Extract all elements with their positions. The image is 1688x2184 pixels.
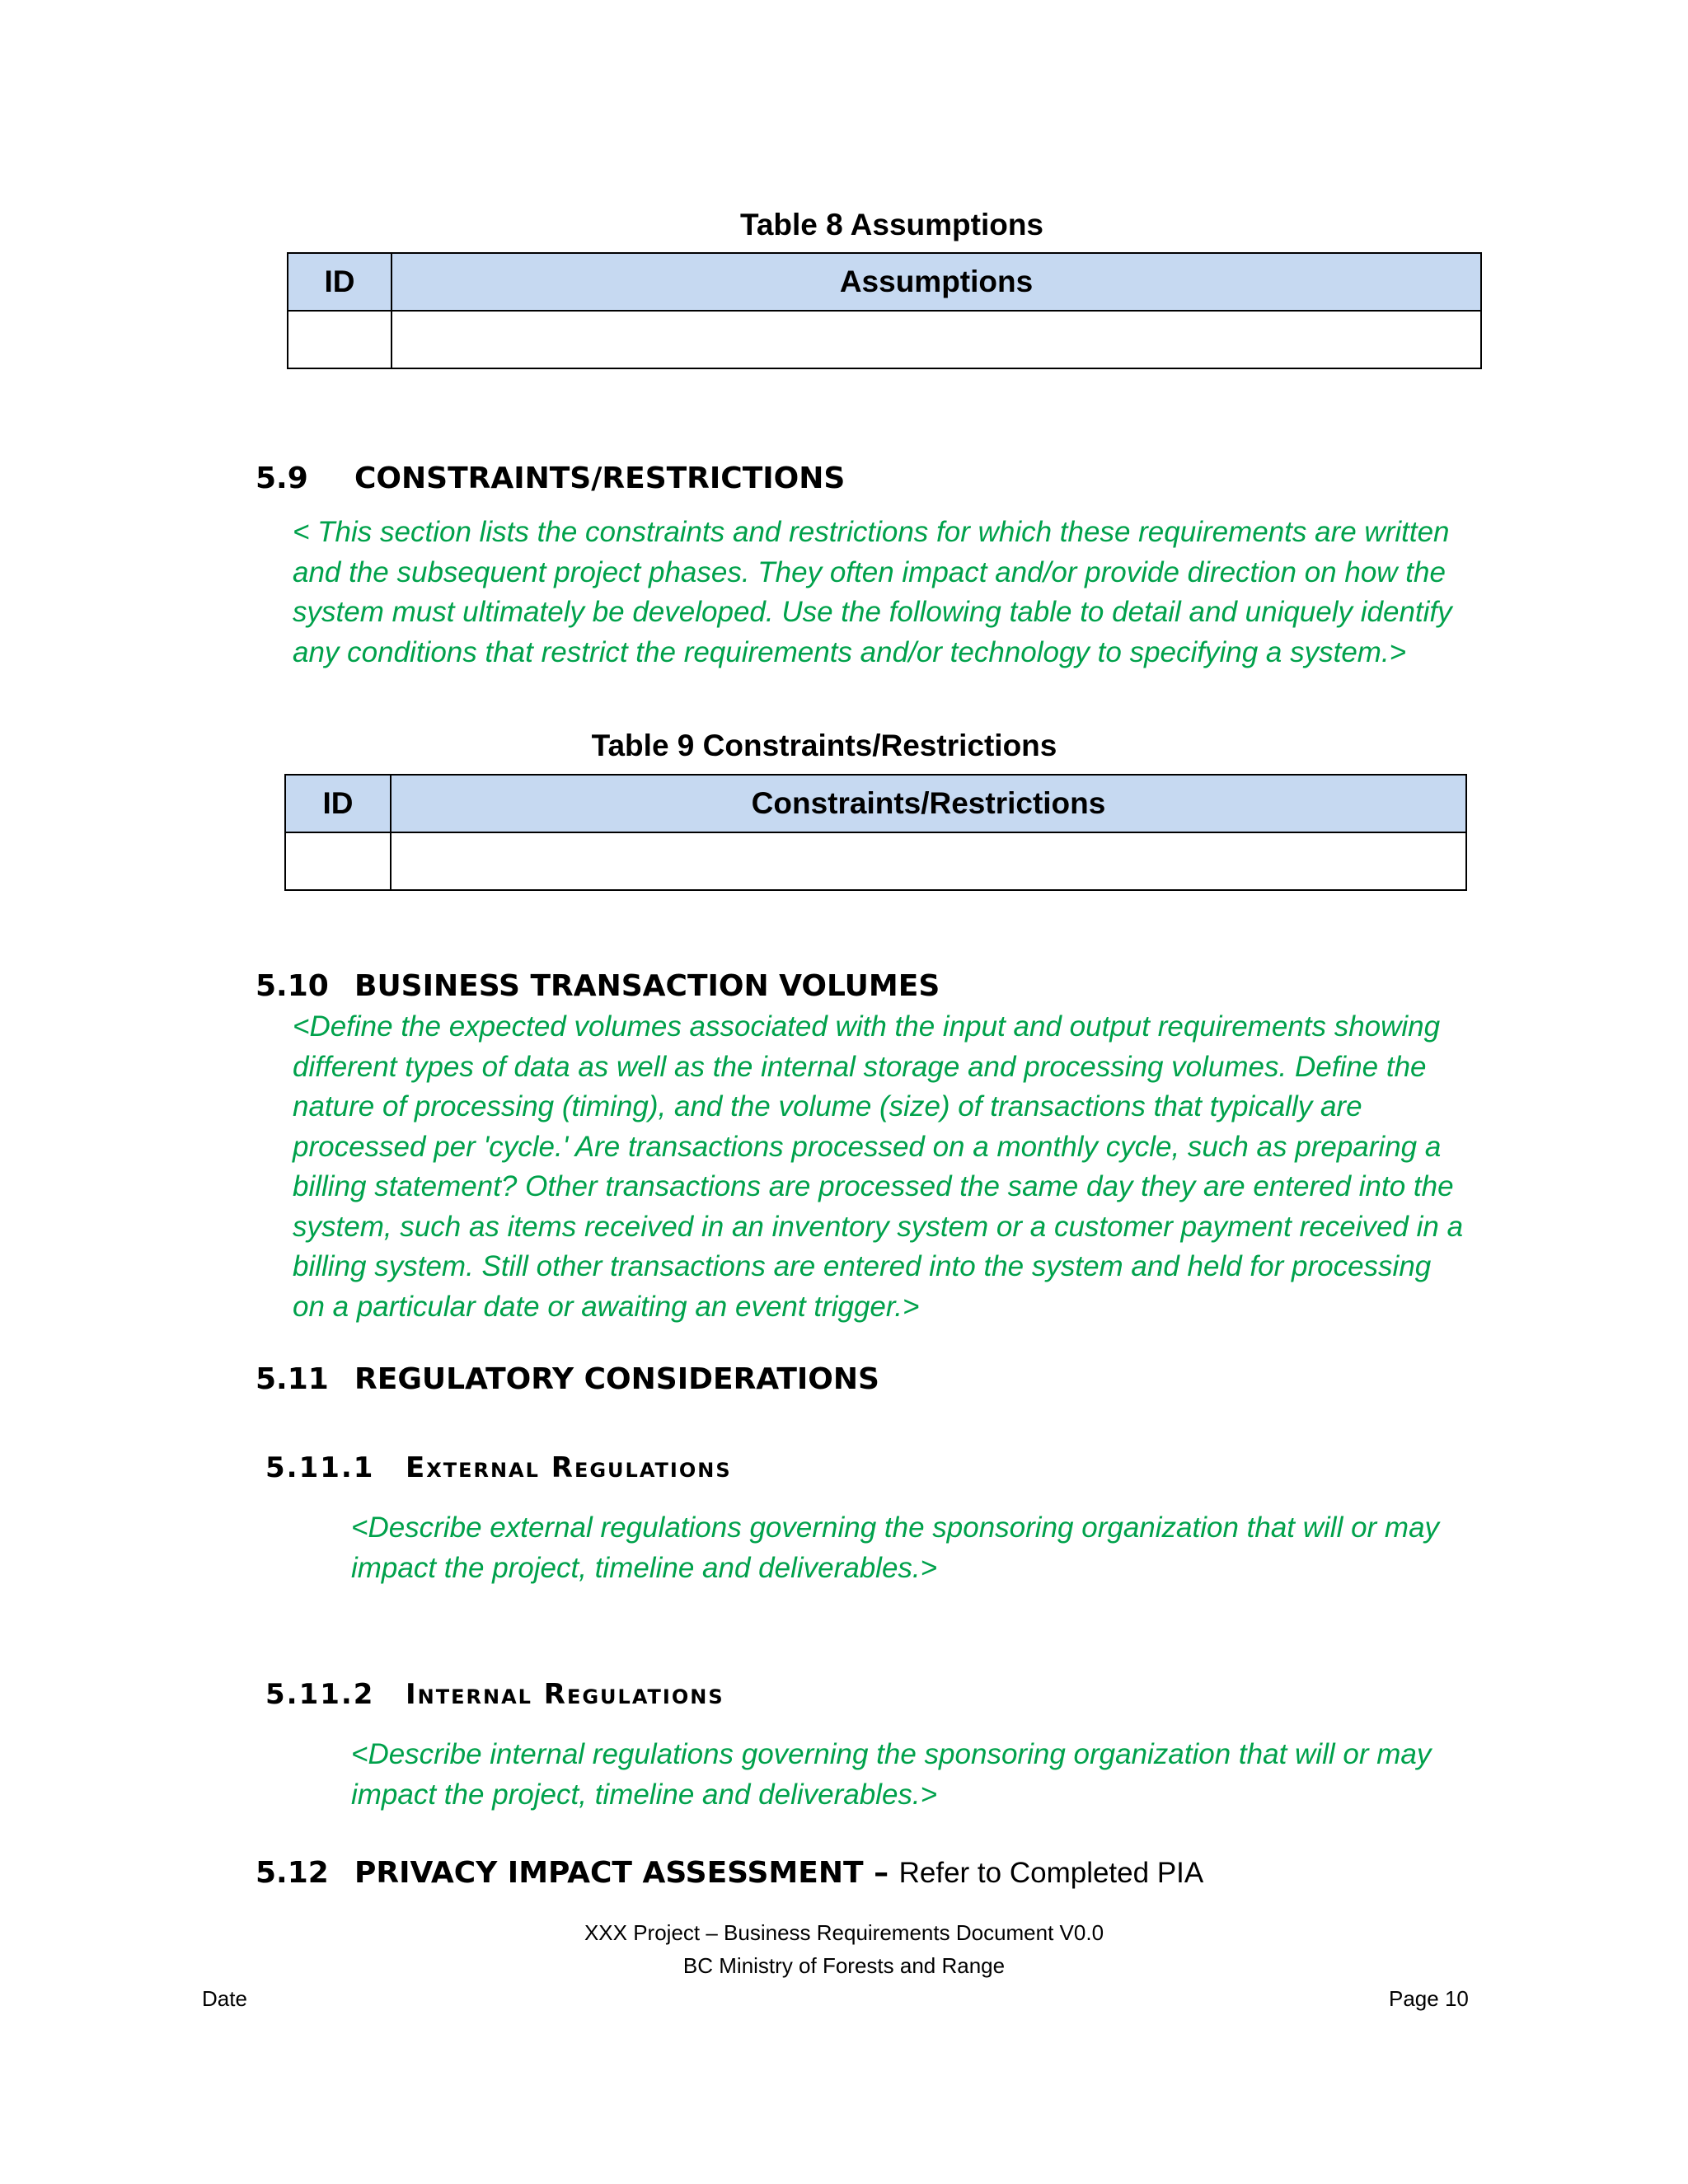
section-5-11-1-guidance: <Describe external regulations governing the sponsoring organization that will or may impact the project, timeline and deliverables.> (351, 1511, 1440, 1584)
section-suffix: Refer to Completed PIA (898, 1857, 1204, 1889)
section-number: 5.11.2 (265, 1678, 375, 1711)
id-column-header: ID (285, 775, 391, 832)
section-5-9-guidance: < This section lists the constraints and restrictions for which these requirements are written and the subsequent project phases. They often impact and/or provide direction on how the system must ultimately be developed. Use the following table to detail and uniquely identify any conditions that restrict the requirements and/or technology to specifying a system.> (293, 516, 1452, 668)
section-title: PRIVACY IMPACT ASSESSMENT (354, 1856, 864, 1890)
section-number: 5.11 (256, 1362, 329, 1396)
table-row (285, 832, 1466, 890)
section-number: 5.12 (256, 1856, 329, 1890)
footer-ministry-line: BC Ministry of Forests and Range (682, 1953, 1006, 1978)
footer-page-number: Page 10 (1389, 1986, 1469, 2011)
constraints-column-header: Constraints/Restrictions (391, 775, 1466, 832)
section-title: BUSINESS TRANSACTION VOLUMES (354, 969, 940, 1003)
footer-date: Date (202, 1986, 247, 2011)
table-header-row (285, 775, 1466, 832)
section-5-11-heading (256, 1362, 879, 1396)
title-dash: – (874, 1856, 889, 1890)
section-5-11-2-guidance: <Describe internal regulations governing the sponsoring organization that will or may impact the project, timeline and deliverables.> (351, 1738, 1432, 1811)
section-title: REGULATORY CONSIDERATIONS (354, 1362, 879, 1396)
section-number: 5.10 (256, 969, 329, 1003)
section-number: 5.11.1 (265, 1451, 375, 1484)
constraint-cell[interactable] (391, 832, 1466, 890)
assumptions-table (287, 252, 1482, 369)
id-column-header: ID (288, 253, 392, 311)
id-cell[interactable] (285, 832, 391, 890)
section-title: CONSTRAINTS/RESTRICTIONS (354, 462, 846, 495)
table-row (288, 311, 1481, 368)
section-title: External Regulations (406, 1451, 732, 1484)
constraints-table (284, 774, 1467, 891)
section-5-11-1-heading (265, 1451, 732, 1484)
table-header-row (288, 253, 1481, 311)
assumptions-column-header: Assumptions (392, 253, 1481, 311)
section-5-10-guidance: <Define the expected volumes associated with the input and output requirements showing different types of data as well as the internal storage and processing volumes. Define the nature of processing (timing), and the volume (size) of transactions that typically are processed per 'cycle.' Are transactions processed on a monthly cycle, such as preparing a billing statement? Other transactions are processed the same day they are entered into the system, such as items received in an inventory system or a customer payment received in a billing system. Still other transactions are entered into the system and held for processing on a particular date or awaiting an event trigger.> (293, 1010, 1464, 1323)
section-number: 5.9 (256, 462, 308, 495)
id-cell[interactable] (288, 311, 392, 368)
section-5-10-heading (256, 969, 940, 1003)
table-9-caption: Table 9 Constraints/Restrictions (591, 729, 1057, 762)
table-8-caption: Table 8 Assumptions (739, 208, 1043, 241)
assumption-cell[interactable] (392, 311, 1481, 368)
section-5-12-heading (256, 1856, 1203, 1890)
footer-project-line: XXX Project – Business Requirements Document V0.0 (584, 1920, 1104, 1945)
section-5-9-heading (256, 462, 845, 495)
section-title: Internal Regulations (406, 1678, 724, 1711)
section-5-11-2-heading (265, 1678, 724, 1711)
